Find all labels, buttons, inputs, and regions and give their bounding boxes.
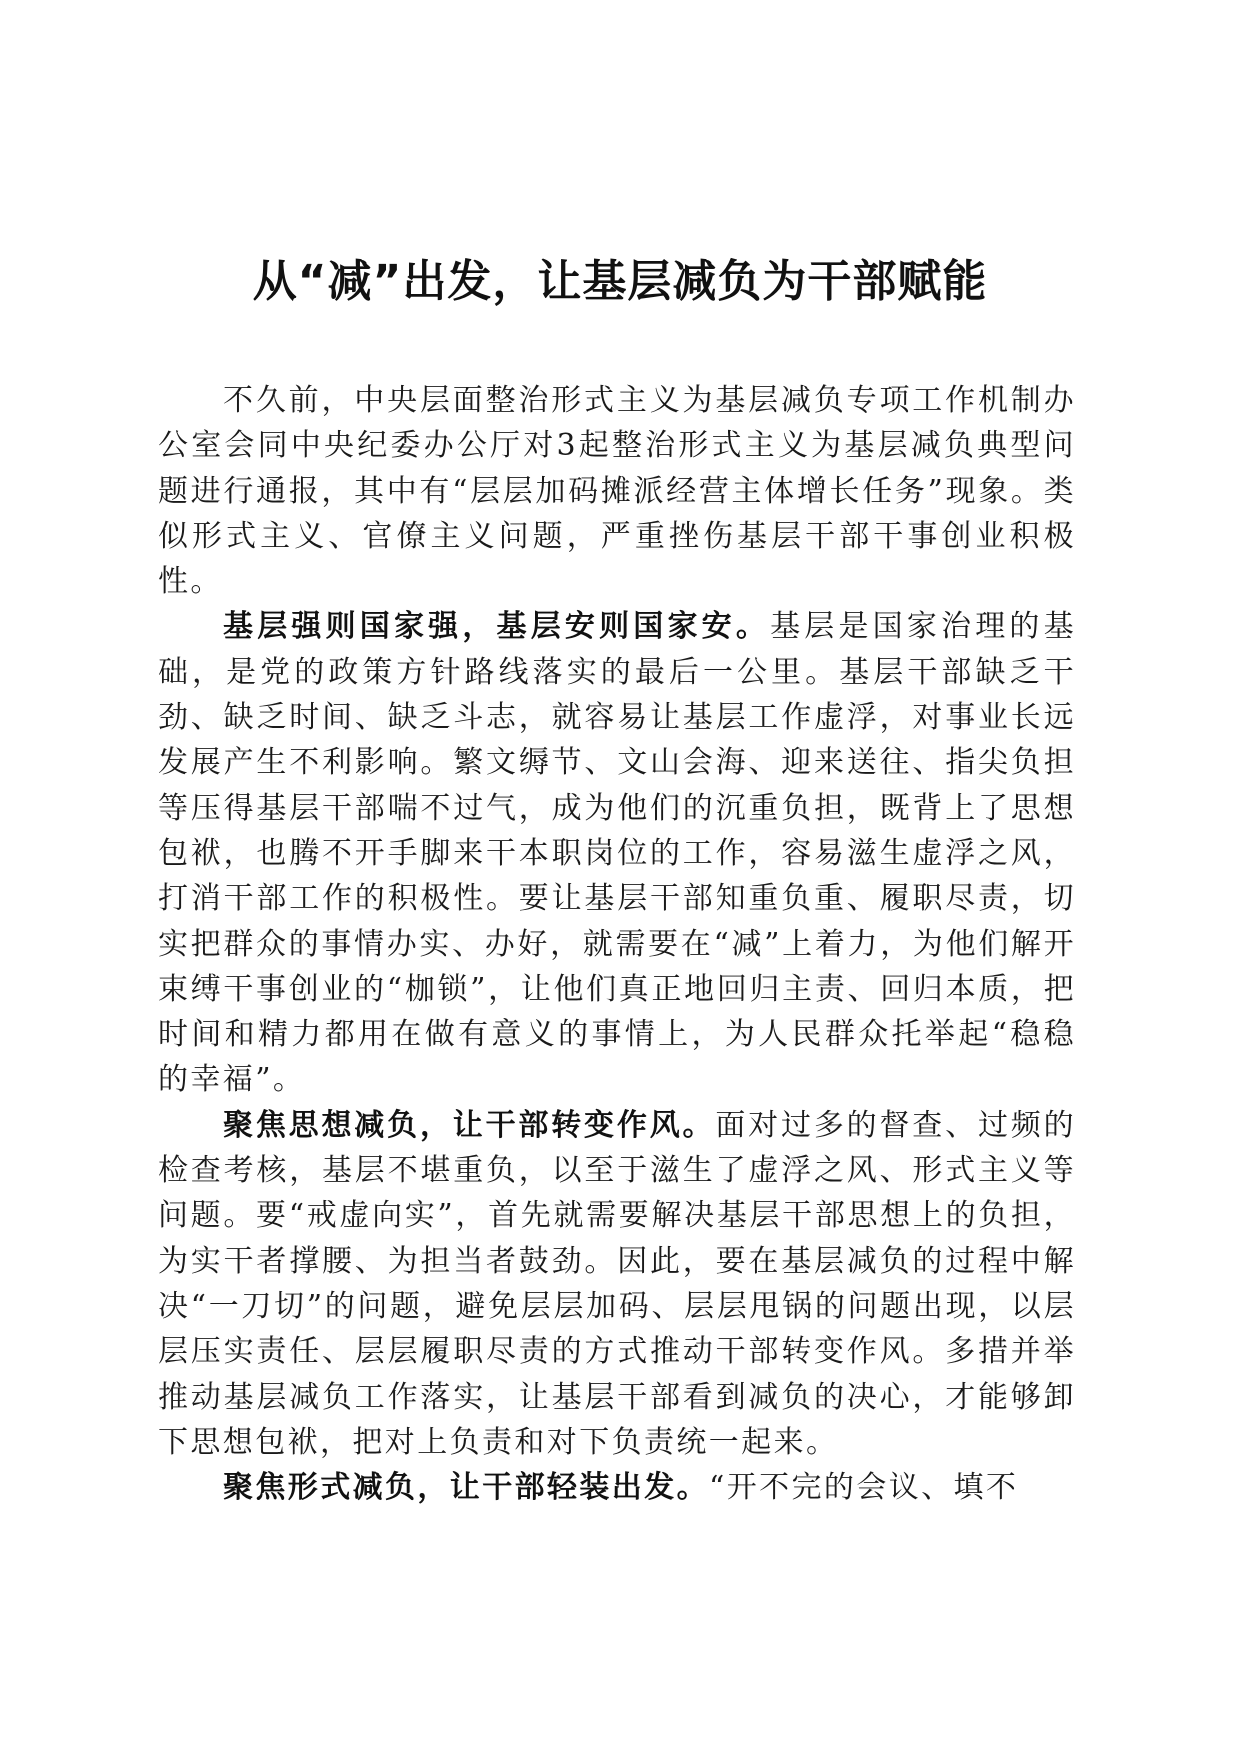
paragraph-ideological-burden — [158, 1103, 1076, 1465]
paragraph-text: 面对过多的督查、过频的检查考核，基层不堪重负，以至于滋生了虚浮之风、形式主义等问题。要“戒虚向实”，首先就需要解决基层干部思想上的负担，为实干者撑腰、为担当者鼓劲。因此，要在基层减负的过程中解决“一刀切”的问题，避免层层加码、层层甩锅的问题出现，以层层压实责任、层层履职尽责的方式推动干部转变作风。多措并举推动基层减负工作落实，让基层干部看到减负的决心，才能够卸下思想包袱，把对上负责和对下负责统一起来。 — [158, 1107, 1076, 1460]
document-title: 从“减”出发，让基层减负为干部赋能 — [252, 256, 988, 307]
paragraph-lead: 聚焦思想减负，让干部转变作风。 — [223, 1107, 716, 1143]
document-body — [158, 378, 1076, 1510]
paragraph-formal-burden — [158, 1465, 1076, 1510]
paragraph-text: “开不完的会议、填不 — [709, 1470, 1019, 1506]
paragraph-text: 基层是国家治理的基础，是党的政策方针路线落实的最后一公里。基层干部缺乏干劲、缺乏时间、缺乏斗志，就容易让基层工作虚浮，对事业长远发展产生不利影响。繁文缛节、文山会海、迎来送往、指尖负担等压得基层干部喘不过气，成为他们的沉重负担，既背上了思想包袱，也腾不开手脚来干本职岗位的工作，容易滋生虚浮之风，打消干部工作的积极性。要让基层干部知重负重、履职尽责，切实把群众的事情办实、办好，就需要在“减”上着力，为他们解开束缚干事创业的“枷锁”，让他们真正地回归主责、回归本质，把时间和精力都用在做有意义的事情上，为人民群众托举起“稳稳的幸福”。 — [158, 609, 1076, 1098]
paragraph-lead: 聚焦形式减负，让干部轻装出发。 — [223, 1470, 709, 1506]
paragraph-grassroots-strength — [158, 604, 1076, 1102]
paragraph-text: 不久前，中央层面整治形式主义为基层减负专项工作机制办公室会同中央纪委办公厅对3起整治形式主义为基层减负典型问题进行通报，其中有“层层加码摊派经营主体增长任务”现象。类似形式主义、官僚主义问题，严重挫伤基层干部干事创业积极性。 — [158, 383, 1076, 600]
paragraph-intro — [158, 378, 1076, 604]
paragraph-lead: 基层强则国家强，基层安则国家安。 — [223, 609, 771, 645]
